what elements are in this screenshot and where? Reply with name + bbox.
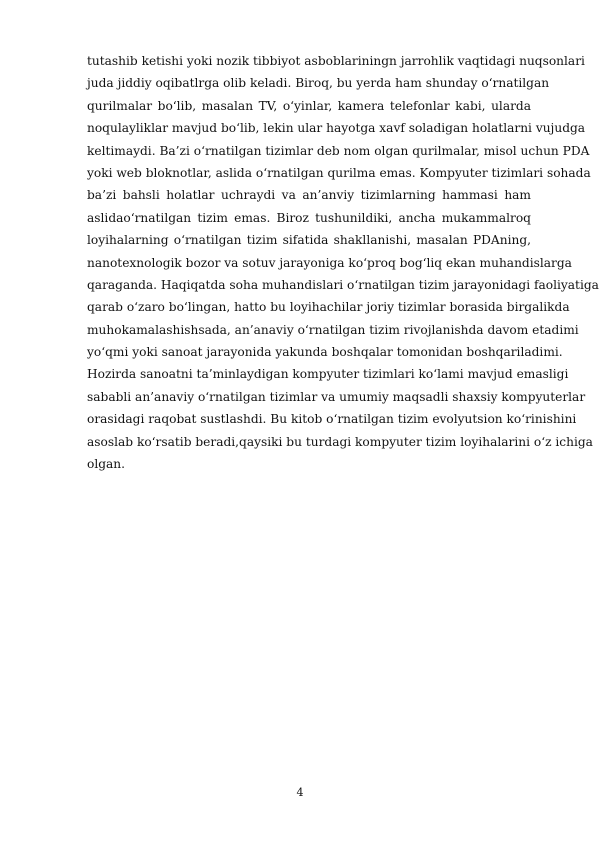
paragraph-line: yo‘qmi yoki sanoat jarayonida yakunda boshqalar tomonidan boshqariladimi. [87, 345, 563, 360]
paragraph-line: nanotexnologik bozor va sotuv jarayoniga ko‘proq bog‘liq ekan muhandislarga [87, 255, 572, 270]
paragraph-line: tutashib ketishi yoki nozik tibbiyot asboblariningn jarrohlik vaqtidagi nuqsonlari [87, 54, 585, 68]
paragraph-line: yoki web bloknotlar, aslida o‘rnatilgan qurilma emas. Kompyuter tizimlari sohada [87, 165, 591, 180]
paragraph-line: keltimaydi. Ba’zi o‘rnatilgan tizimlar deb nom olgan qurilmalar, misol uchun PDA [87, 143, 590, 158]
paragraph-line: sababli an’anaviy o‘rnatilgan tizimlar va umumiy maqsadli shaxsiy kompyuterlar [87, 389, 586, 404]
paragraph-line: olgan. [87, 457, 126, 472]
paragraph-line: qarab o‘zaro bo‘lingan, hatto bu loyihachilar joriy tizimlar borasida birgalikda [87, 300, 570, 315]
page-number: 4 [296, 786, 304, 799]
paragraph-line: loyihalarning o‘rnatilgan tizim sifatida shakllanishi, masalan PDAning, [87, 233, 531, 248]
paragraph-line: qaraganda. Haqiqatda soha muhandislari o‘rnatilgan tizim jarayonidagi faoliyatiga [87, 277, 599, 292]
paragraph-line: juda jiddiy oqibatlrga olib keladi. Biroq, bu yerda ham shunday o‘rnatilgan [87, 76, 550, 91]
paragraph-line: muhokamalashishsada, an’anaviy o‘rnatilgan tizim rivojlanishda davom etadimi [87, 322, 579, 337]
paragraph-line: Hozirda sanoatni ta’minlaydigan kompyuter tizimlari ko‘lami mavjud emasligi [87, 367, 569, 382]
paragraph-line: orasidagi raqobat sustlashdi. Bu kitob o‘rnatilgan tizim evolyutsion ko‘rinishini [87, 412, 577, 427]
paragraph-line: ba’zi bahsli holatlar uchraydi va an’anviy tizimlarning hammasi ham [87, 188, 531, 203]
body-paragraph [87, 50, 599, 475]
paragraph-line: qurilmalar bo‘lib, masalan TV, o‘yinlar, kamera telefonlar kabi, ularda [87, 98, 531, 113]
paragraph-line: noqulayliklar mavjud bo‘lib, lekin ular hayotga xavf soladigan holatlarni vujudga [87, 121, 586, 136]
paragraph-line: aslidao‘rnatilgan tizim emas. Biroz tushunildiki, ancha mukammalroq [87, 210, 531, 225]
paragraph-line: asoslab ko‘rsatib beradi,qaysiki bu turdagi kompyuter tizim loyihalarini o‘z ichiga [87, 434, 593, 449]
